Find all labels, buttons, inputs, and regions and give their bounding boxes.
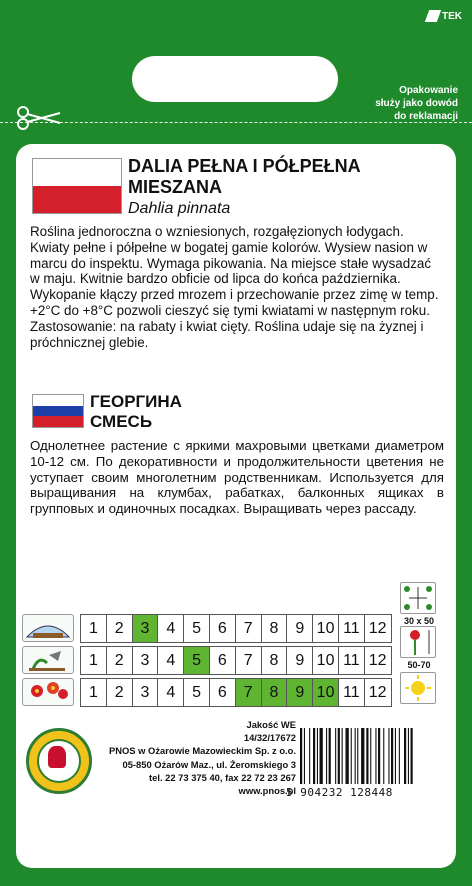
russian-title-line1: ГЕОРГИНА [90,392,182,411]
height-info [396,626,442,670]
month-cell: 4 [158,679,184,706]
producer-name: PNOS w Ożarowie Mazowieckim Sp. z o.o. [108,745,296,757]
polish-flag-icon [32,158,122,214]
barcode-icon [298,728,448,784]
brand-name: TEK [442,10,462,22]
month-cell: 9 [287,647,313,674]
month-cell: 7 [236,647,262,674]
barcode-bar [317,728,318,784]
quality-mark: Jakość WE [246,719,296,730]
month-cell: 5 [184,679,210,706]
month-cell: 7 [236,615,262,642]
barcode-bar [329,728,331,784]
barcode-bar [335,728,336,784]
flowering-icon [22,678,74,706]
barcode-bar [320,728,323,784]
scissors-icon [16,106,62,130]
sun-info [396,672,442,704]
barcode-bar [346,728,349,784]
producer-info [6,718,296,797]
month-cell: 1 [81,647,107,674]
calendar-row-flowering [22,678,398,708]
greenhouse-sowing-icon [22,614,74,642]
producer-web: www.pnos.pl [238,785,296,797]
barcode-bar [357,728,358,784]
polish-description: Roślina jednoroczna o wzniesionych, rozgałęzionych łodygach. Kwiaty pełne i półpełne w bogatej gamie kolorów. Wysiew nasion w marcu do inspektu. Wymaga pikowania. Na miejsce stałe wysadzać w maju. Kwitnie bardzo obficie od lipca do końca października. Wykopanie kłączy przed mrozem i przechowanie przez zimę w temp. +2°C do +8°C pozwoli cieszyć się tymi kwiatami w następnym roku. Zastosowanie: na rabaty i kwiat cięty. Roślina udaje się na żyznej i próchnicznej glebie. [30,224,439,350]
month-cell: 2 [107,647,133,674]
calendar-row-sowing [22,614,398,644]
polish-title [128,156,448,198]
month-cell: 9 [287,615,313,642]
barcode-bar [378,728,380,784]
height-value: 50-70 [407,660,431,670]
month-strip [80,614,392,643]
month-cell: 6 [210,679,236,706]
barcode-bar [338,728,340,784]
barcode-bar [361,728,364,784]
month-cell: 10 [313,615,339,642]
barcode-bar [391,728,393,784]
month-cell: 11 [339,679,365,706]
month-cell: 8 [262,615,288,642]
barcode-bar [326,728,327,784]
month-cell: 6 [210,647,236,674]
polish-title-line2: MIESZANA [128,177,222,197]
barcode-bar [408,728,409,784]
month-cell: 3 [133,647,159,674]
barcode-bar [313,728,315,784]
russian-flag-icon [32,394,84,428]
month-cell: 11 [339,647,365,674]
barcode-number: 5 904232 128448 [286,786,393,799]
producer-address: 05-850 Ożarów Maz., ul. Żeromskiego 3 [122,758,296,770]
russian-description: Однолетнее растение с яркими махровыми цветками диаметром 10-12 см. По декоративности и продолжительности цветения не уступает своим многолетним родственникам. Используется для выращивания на клумбах, рабатках, балконных ящиках в групповых и одиночных посадках. Выращивать через рассаду. [30,438,444,517]
month-cell: 8 [262,679,288,706]
barcode-bar [388,728,389,784]
month-cell: 12 [368,651,387,669]
month-cell: 5 [184,615,210,642]
month-cell: 4 [158,615,184,642]
month-cell: 5 [184,647,210,674]
month-cell: 11 [339,615,365,642]
month-cell: 4 [158,647,184,674]
month-cell: 1 [81,679,107,706]
proof-note [328,84,458,123]
month-cell: 12 [368,683,387,701]
month-cell: 10 [313,679,339,706]
month-cell: 12 [368,619,387,637]
month-strip [80,678,392,707]
month-cell: 1 [81,615,107,642]
barcode-bar [300,728,302,784]
barcode-bar [366,728,368,784]
barcode-bar [411,728,413,784]
plant-spacing-icon [400,582,436,614]
spacing-info [396,582,442,626]
proof-note-line: do reklamacji [394,111,458,122]
calendar-row-transplanting [22,646,398,676]
plant-height-icon [400,626,436,658]
barcode-bar [304,728,305,784]
label-card [16,144,456,868]
cut-line [0,122,472,123]
month-cell: 10 [313,647,339,674]
barcode-bar [404,728,406,784]
russian-title-line2: СМЕСЬ [90,412,153,431]
barcode-bar [351,728,352,784]
month-cell: 8 [262,647,288,674]
russian-title [90,392,182,432]
month-cell: 9 [287,679,313,706]
barcode-bar [399,728,400,784]
barcode-bar [395,728,396,784]
month-cell: 6 [210,615,236,642]
full-sun-icon [400,672,436,704]
barcode-bar [375,728,376,784]
month-strip [80,646,392,675]
month-cell: 7 [236,679,262,706]
spacing-value: 30 x 50 [403,616,435,626]
latin-name: Dahlia pinnata [128,200,231,217]
barcode-bar [342,728,343,784]
month-cell: 3 [133,615,159,642]
hang-hole [132,56,338,102]
producer-phone: tel. 22 73 375 40, fax 22 72 23 267 [149,771,296,783]
month-cell: 2 [107,679,133,706]
transplanting-icon [22,646,74,674]
producer-code: 14/32/17672 [243,732,296,744]
brand-logo [427,10,462,22]
proof-note-line: Opakowanie [399,85,458,96]
month-cell: 2 [107,615,133,642]
polish-title-line1: DALIA PEŁNA I PÓŁPEŁNA [128,156,361,176]
barcode-bar [383,728,384,784]
barcode-bar [370,728,371,784]
brand-mark-icon [425,10,441,22]
proof-note-line: służy jako dowód [375,98,458,109]
month-cell: 3 [133,679,159,706]
barcode-bar [355,728,356,784]
barcode-bar [309,728,310,784]
